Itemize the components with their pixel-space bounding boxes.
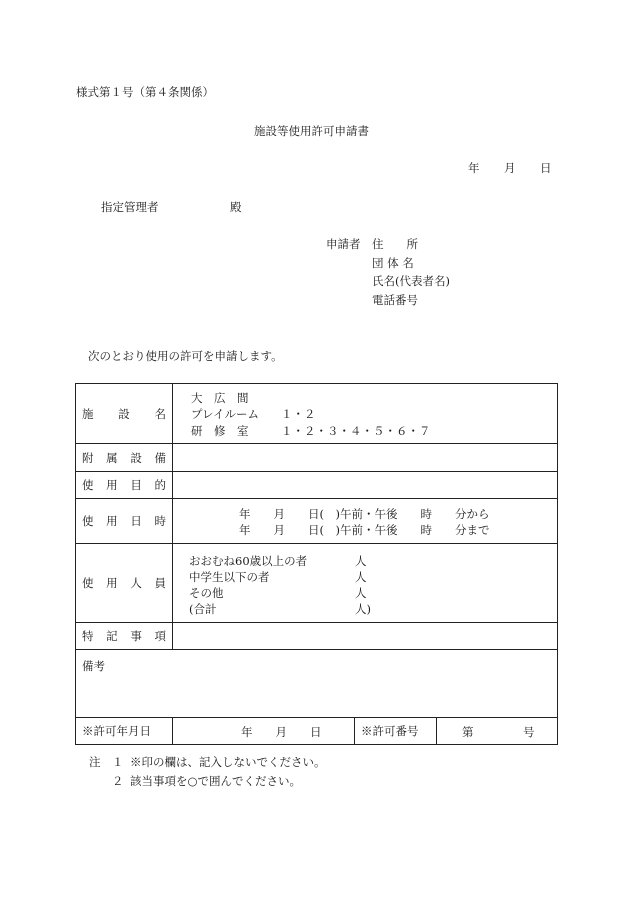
applicant-name-label: 氏名(代表者名) [372, 274, 450, 288]
footnote-heading: 注 [89, 755, 101, 769]
people-unit-total: 人) [355, 602, 371, 616]
purpose-field[interactable] [173, 472, 558, 499]
equipment-row [76, 444, 558, 472]
permit-date-field[interactable] [173, 718, 355, 745]
permit-date-label: ※許可年月日 [76, 718, 173, 745]
people-category-total: (合計 [189, 602, 217, 616]
equipment-label: 附 属 設 備 [76, 444, 173, 472]
intro-text: 次のとおり使用の許可を申請します。 [88, 349, 283, 363]
datetime-field[interactable] [173, 499, 558, 544]
remarks-label: 備考 [82, 659, 105, 673]
permit-date-value: 年 月 日 [241, 725, 322, 739]
applicant-phone-label: 電話番号 [372, 293, 418, 307]
notes-label: 特 記 事 項 [76, 623, 173, 650]
purpose-row [76, 472, 558, 499]
people-category: 中学生以下の者 [189, 570, 270, 584]
date-year-label: 年 [468, 161, 480, 175]
notes-row [76, 623, 558, 650]
addressee: 指定管理者 [101, 200, 159, 214]
facility-option-numbers: １・２ [281, 407, 316, 421]
permit-number-prefix: 第 [462, 725, 474, 739]
facility-option-name: プレイルーム [191, 407, 259, 421]
remarks-row [76, 650, 558, 718]
remarks-field[interactable] [76, 650, 558, 718]
permit-row [76, 718, 558, 745]
datetime-to: 年 月 日( )午前・午後 時 分まで [239, 523, 490, 537]
permit-number-label: ※許可番号 [355, 718, 437, 745]
application-table [75, 383, 558, 745]
people-unit: 人 [355, 554, 367, 568]
footnote-text: ※印の欄は、記入しないでください。 [130, 755, 326, 769]
permit-number-suffix: 号 [523, 725, 535, 739]
facility-label: 施 設 名 [76, 384, 173, 444]
equipment-field[interactable] [173, 444, 558, 472]
datetime-label: 使 用 日 時 [76, 499, 173, 544]
permit-number-field[interactable] [437, 718, 558, 745]
people-field[interactable] [173, 544, 558, 623]
facility-option-name: 研 修 室 [191, 424, 249, 438]
facility-options[interactable] [173, 384, 558, 444]
footnote-number: ２ [112, 774, 124, 788]
applicant-address-label: 住 所 [372, 237, 418, 251]
facility-option-numbers: １・２・３・４・５・６・７ [281, 424, 431, 438]
purpose-label: 使 用 目 的 [76, 472, 173, 499]
people-unit: 人 [355, 570, 367, 584]
applicant-group-label: 団 体 名 [372, 256, 414, 270]
honorific: 殿 [230, 200, 242, 214]
applicant-label: 申請者 [326, 237, 361, 251]
people-category: おおむね60歳以上の者 [189, 554, 308, 568]
facility-option-name: 大 広 間 [191, 391, 249, 405]
datetime-row [76, 499, 558, 544]
date-day-label: 日 [540, 161, 552, 175]
people-category: その他 [189, 586, 224, 600]
date-month-label: 月 [504, 161, 516, 175]
datetime-from: 年 月 日( )午前・午後 時 分から [239, 507, 490, 521]
people-label: 使 用 人 員 [76, 544, 173, 623]
facility-row [76, 384, 558, 444]
form-number: 様式第１号（第４条関係） [76, 85, 214, 99]
people-unit: 人 [355, 586, 367, 600]
footnote-text: 該当事項を○で囲んでください。 [130, 774, 302, 788]
people-row [76, 544, 558, 623]
footnote-number: １ [112, 755, 124, 769]
notes-field[interactable] [173, 623, 558, 650]
page-title: 施設等使用許可申請書 [254, 124, 369, 138]
